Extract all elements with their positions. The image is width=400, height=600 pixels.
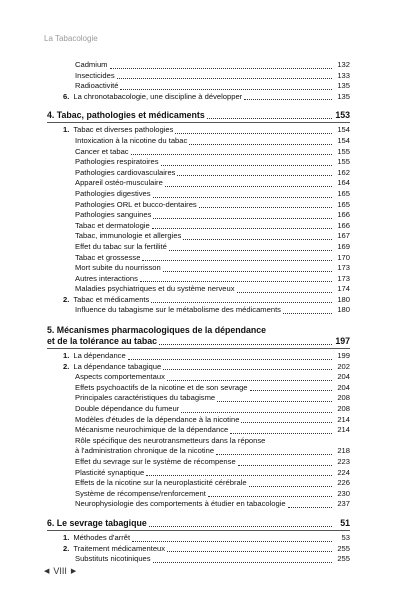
- entry-label: Pathologies digestives: [75, 188, 151, 198]
- entry-label: Double dépendance du fumeur: [75, 404, 180, 414]
- leader-dots: [161, 157, 332, 166]
- entry-page: 202: [337, 361, 350, 371]
- entry-label: Autres interactions: [75, 273, 138, 283]
- table-of-contents: [47, 60, 350, 565]
- leader-dots: [163, 361, 332, 370]
- toc-pre-section: [47, 60, 350, 102]
- leader-dots: [110, 60, 333, 69]
- leader-dots: [152, 220, 332, 229]
- toc-entry: [47, 533, 350, 544]
- entry-label: Effets psychoactifs de la nicotine et de son sevrage: [75, 382, 248, 392]
- page-number: VIII: [53, 566, 67, 576]
- toc-entry: [47, 168, 350, 179]
- entry-label: Cadmium: [75, 60, 108, 69]
- leader-dots: [216, 446, 332, 455]
- toc-entry: [47, 305, 350, 316]
- entry-label: Tabac et dermatologie: [75, 220, 150, 230]
- entry-page: 164: [337, 178, 350, 188]
- toc-entry: [47, 393, 350, 404]
- section-4-heading: [47, 110, 350, 121]
- section-rule: [47, 348, 350, 349]
- entry-label: à l'administration chronique de la nicotine: [75, 446, 215, 456]
- toc-entry: [47, 415, 350, 426]
- entry-page: 133: [337, 70, 350, 80]
- toc-entry: [47, 446, 350, 457]
- entry-page: 255: [337, 543, 350, 553]
- section-4-title: 4. Tabac, pathologies et médicaments: [47, 110, 205, 121]
- entry-page: 135: [337, 81, 350, 91]
- entry-number: 1.: [63, 351, 70, 361]
- entry-number: 2.: [63, 543, 70, 553]
- leader-dots: [151, 294, 332, 303]
- entry-label: Effets de la nicotine sur la neuroplasticité cérébrale: [75, 478, 247, 488]
- entry-page: 173: [337, 273, 350, 283]
- toc-entry: [47, 362, 350, 373]
- leader-dots: [132, 533, 332, 542]
- entry-page: 173: [337, 263, 350, 273]
- entry-page: 154: [337, 135, 350, 145]
- entry-label: Cancer et tabac: [75, 146, 129, 156]
- entry-page: 199: [337, 351, 350, 361]
- leader-dots: [288, 499, 332, 508]
- toc-entry: [47, 60, 350, 71]
- entry-label: La dépendance tabagique: [73, 361, 162, 371]
- leader-dots: [159, 336, 332, 345]
- toc-entry: [47, 221, 350, 232]
- leader-dots: [237, 284, 332, 293]
- toc-entry: [47, 489, 350, 500]
- entry-label: Pathologies cardiovasculaires: [75, 167, 176, 177]
- entry-label: Effet du sevrage sur le système de récompense: [75, 457, 236, 466]
- leader-dots: [189, 136, 332, 145]
- entry-label: Plasticité synaptique: [75, 467, 145, 477]
- toc-entry: [47, 274, 350, 285]
- toc-entry: [47, 478, 350, 489]
- section-5-items: [47, 351, 350, 510]
- toc-entry: [47, 554, 350, 565]
- entry-page: 170: [337, 252, 350, 262]
- entry-number: 1.: [63, 125, 70, 135]
- leader-dots: [199, 199, 332, 208]
- entry-label: Pathologies respiratoires: [75, 157, 159, 167]
- leader-dots: [169, 242, 332, 251]
- leader-dots: [183, 231, 332, 240]
- entry-label: Pathologies sanguines: [75, 210, 152, 220]
- entry-label: Neurophysiologie des comportements à étudier en tabacologie: [75, 499, 286, 509]
- toc-entry: [47, 210, 350, 221]
- entry-page: 169: [337, 241, 350, 251]
- section-6-items: [47, 533, 350, 565]
- entry-page: 204: [337, 382, 350, 392]
- leader-dots: [153, 554, 332, 563]
- toc-entry: [47, 295, 350, 306]
- entry-label: Radioactivité: [75, 81, 119, 91]
- toc-entry: [47, 457, 350, 468]
- entry-page: 166: [337, 220, 350, 230]
- section-4-items: [47, 125, 350, 316]
- toc-entry: [47, 157, 350, 168]
- toc-entry: [47, 242, 350, 253]
- entry-page: 224: [337, 467, 350, 477]
- toc-entry: [47, 231, 350, 242]
- entry-label: Aspects comportementaux: [75, 372, 165, 382]
- toc-entry: [47, 136, 350, 147]
- entry-page: 132: [337, 60, 350, 69]
- entry-label: Tabac et médicaments: [73, 294, 150, 304]
- entry-page: 218: [337, 446, 350, 456]
- entry-page: 237: [337, 499, 350, 509]
- entry-label: Méthodes d'arrêt: [73, 532, 131, 542]
- entry-page: 208: [337, 393, 350, 403]
- leader-dots: [250, 382, 332, 391]
- toc-entry: [47, 147, 350, 158]
- entry-page: 165: [337, 199, 350, 209]
- entry-label: La dépendance: [73, 351, 126, 361]
- entry-page: 135: [337, 91, 350, 101]
- leader-dots: [175, 125, 332, 134]
- toc-entry: [47, 92, 350, 103]
- leader-dots: [177, 167, 332, 176]
- toc-entry: [47, 71, 350, 82]
- entry-page: 180: [337, 294, 350, 304]
- leader-dots: [241, 414, 332, 423]
- toc-entry: [47, 544, 350, 555]
- entry-page: 155: [337, 157, 350, 167]
- leader-dots: [244, 91, 332, 100]
- entry-label: Système de récompense/renforcement: [75, 488, 206, 498]
- entry-page: 204: [337, 372, 350, 382]
- entry-number: 2.: [63, 361, 70, 371]
- toc-entry: [47, 178, 350, 189]
- toc-entry: [47, 81, 350, 92]
- toc-entry: [47, 263, 350, 274]
- entry-label: Modèles d'études de la dépendance à la nicotine: [75, 414, 240, 424]
- leader-dots: [140, 273, 332, 282]
- entry-page: 230: [337, 488, 350, 498]
- entry-label: Pathologies ORL et bucco-dentaires: [75, 199, 197, 209]
- leader-dots: [283, 305, 332, 314]
- leader-dots: [117, 70, 332, 79]
- entry-label: Tabac et grossesse: [75, 252, 141, 262]
- toc-entry: [47, 125, 350, 136]
- entry-page: 226: [337, 478, 350, 488]
- leader-dots: [167, 372, 332, 381]
- section-4-page: 153: [335, 110, 350, 121]
- entry-label: Traitement médicamenteux: [73, 543, 166, 553]
- section-rule: [47, 122, 350, 123]
- toc-entry: [47, 253, 350, 264]
- section-6-title: 6. Le sevrage tabagique: [47, 517, 147, 528]
- toc-entry: [47, 425, 350, 436]
- toc-entry: [47, 351, 350, 362]
- entry-label: Insecticides: [75, 70, 115, 80]
- entry-label: Tabac, immunologie et allergies: [75, 231, 182, 241]
- entry-page: 162: [337, 167, 350, 177]
- leader-dots: [128, 351, 332, 360]
- toc-entry: [47, 200, 350, 211]
- entry-label: Tabac et diverses pathologies: [73, 125, 174, 135]
- entry-label: Principales caractéristiques du tabagisme: [75, 393, 216, 403]
- entry-label: Intoxication à la nicotine du tabac: [75, 135, 188, 145]
- section-6-heading: [47, 518, 350, 529]
- leader-dots: [153, 210, 332, 219]
- section-6-page: 51: [340, 517, 350, 528]
- leader-dots: [238, 457, 332, 466]
- leader-dots: [167, 543, 332, 552]
- entry-label: Influence du tabagisme sur le métabolisme des médicaments: [75, 305, 281, 315]
- toc-entry: [47, 499, 350, 510]
- entry-page: 154: [337, 125, 350, 135]
- leader-dots: [230, 425, 332, 434]
- entry-label: La chronotabacologie, une discipline à développer: [73, 91, 243, 101]
- entry-number: 2.: [63, 294, 70, 304]
- leader-dots: [120, 81, 332, 90]
- entry-page: 155: [337, 146, 350, 156]
- entry-page: 214: [337, 414, 350, 424]
- leader-dots: [146, 467, 332, 476]
- section-5-heading: [47, 336, 350, 347]
- leader-dots: [149, 518, 332, 527]
- entry-page: 180: [337, 305, 350, 315]
- entry-page: 214: [337, 425, 350, 435]
- leader-dots: [181, 404, 332, 413]
- toc-entry: [47, 436, 350, 447]
- entry-number: 1.: [63, 532, 70, 542]
- toc-entry: [47, 189, 350, 200]
- page-footer: [44, 566, 76, 576]
- leader-dots: [207, 110, 332, 119]
- toc-entry: [47, 383, 350, 394]
- section-5-title-line1: 5. Mécanismes pharmacologiques de la dépendance: [47, 325, 267, 336]
- leader-dots: [217, 393, 332, 402]
- toc-entry: [47, 284, 350, 295]
- triangle-right-icon: ▶: [70, 568, 77, 575]
- entry-page: 208: [337, 404, 350, 414]
- entry-label: Maladies psychiatriques et du système nerveux: [75, 284, 235, 294]
- entry-page: 223: [337, 457, 350, 466]
- entry-page: 166: [337, 210, 350, 220]
- entry-page: 53: [341, 532, 350, 542]
- entry-label: Rôle spécifique des neurotransmetteurs dans la réponse: [75, 435, 266, 445]
- leader-dots: [165, 178, 332, 187]
- toc-entry: [47, 372, 350, 383]
- entry-page: 255: [337, 554, 350, 564]
- entry-label: Substituts nicotiniques: [75, 554, 151, 564]
- leader-dots: [208, 488, 332, 497]
- section-5-title-line2: et de la tolérance au tabac: [47, 336, 158, 347]
- leader-dots: [249, 478, 332, 487]
- toc-entry: [47, 468, 350, 479]
- entry-label: Effet du tabac sur la fertilité: [75, 241, 167, 251]
- running-head: La Tabacologie: [44, 34, 98, 43]
- section-5-page: 197: [335, 336, 350, 347]
- entry-page: 167: [337, 231, 350, 241]
- entry-number: 6.: [63, 91, 70, 101]
- entry-page: 165: [337, 188, 350, 198]
- leader-dots: [131, 146, 332, 155]
- leader-dots: [142, 252, 332, 261]
- section-rule: [47, 530, 350, 531]
- entry-label: Mécanisme neurochimique de la dépendance: [75, 425, 229, 435]
- toc-entry: [47, 404, 350, 415]
- entry-label: Mort subite du nourrisson: [75, 263, 161, 273]
- leader-dots: [153, 189, 332, 198]
- leader-dots: [163, 263, 332, 272]
- entry-label: Appareil ostéo-musculaire: [75, 178, 163, 188]
- triangle-left-icon: ◀: [44, 568, 50, 575]
- entry-page: 174: [337, 284, 350, 294]
